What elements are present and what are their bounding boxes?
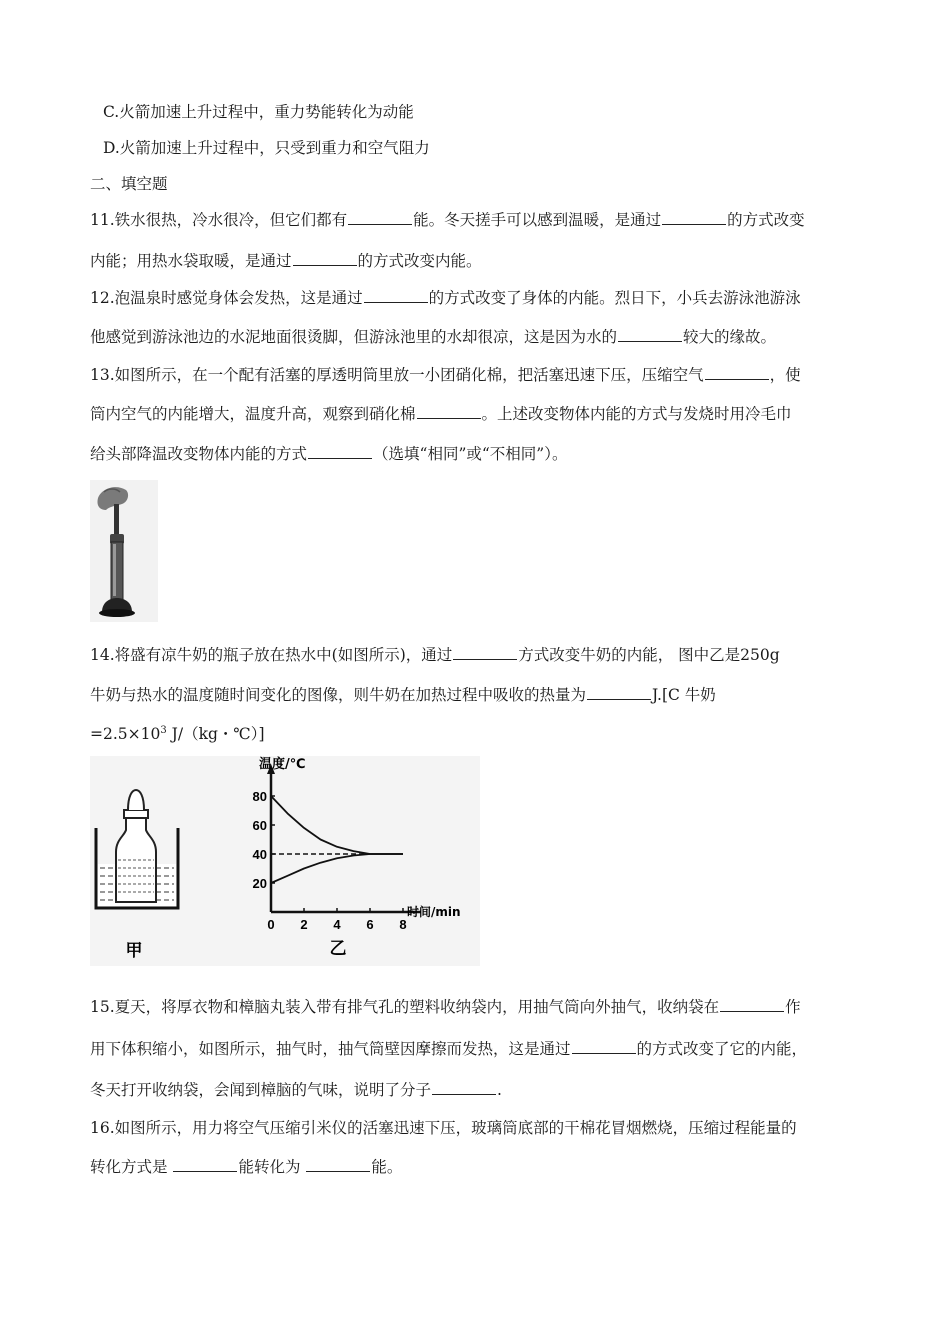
q13-text: ，使 (769, 366, 801, 384)
piston-cylinder-figure (90, 480, 158, 622)
answer-blank[interactable] (432, 1080, 496, 1095)
question-14-line-1 (90, 645, 780, 665)
q13-text: 13.如图所示，在一个配有活塞的厚透明筒里放一小团硝化棉，把活塞迅速下压，压缩空气 (90, 366, 704, 384)
q14-text: 牛奶与热水的温度随时间变化的图像，则牛奶在加热过程中吸收的热量为 (90, 686, 587, 704)
q15-text: 作 (785, 998, 801, 1016)
q11-text: 能。冬天搓手可以感到温暖，是通过 (413, 211, 662, 229)
answer-blank[interactable] (173, 1157, 237, 1172)
exponent: 3 (160, 724, 167, 736)
q11-text: 11.铁水很热，冷水很冷，但它们都有 (90, 211, 348, 229)
q12-text: 他感觉到游泳池边的水泥地面很烫脚，但游泳池里的水却很凉，这是因为水的 (90, 328, 618, 346)
q12-text: 较大的缘故。 (683, 328, 777, 346)
q13-text: 筒内空气的内能增大，温度升高，观察到硝化棉 (90, 405, 416, 423)
figure-label-jia: 甲 (125, 941, 143, 960)
option-c: C.火箭加速上升过程中，重力势能转化为动能 (103, 103, 414, 121)
q11-text: 的方式改变 (727, 211, 805, 229)
figure-label-yi: 乙 (329, 939, 347, 958)
q15-text: 冬天打开收纳袋，会闻到樟脑的气味，说明了分子 (90, 1081, 432, 1099)
answer-blank[interactable] (618, 327, 682, 342)
question-12-line-2 (90, 327, 776, 347)
x-tick-label: 6 (366, 917, 374, 932)
x-tick-label: 2 (300, 917, 308, 932)
q11-text: 的方式改变内能。 (357, 252, 482, 270)
q13-text: 给头部降温改变物体内能的方式 (90, 445, 308, 463)
q13-text: 。上述改变物体内能的方式与发烧时用冷毛巾 (481, 405, 792, 423)
q14-text: 方式改变牛奶的内能， 图中乙是250g (518, 646, 780, 664)
question-15-line-3 (90, 1080, 502, 1100)
question-11-line-1 (90, 210, 805, 230)
q12-text: 12.泡温泉时感觉身体会发热，这是通过 (90, 289, 363, 307)
q15-text: 15.夏天，将厚衣物和樟脑丸装入带有排气孔的塑料收纳袋内，用抽气筒向外抽气，收纳袋在 (90, 998, 720, 1016)
answer-blank[interactable] (705, 365, 769, 380)
question-16-line-2 (90, 1157, 402, 1177)
answer-blank[interactable] (308, 444, 372, 459)
q16-text: 能转化为 (238, 1158, 306, 1176)
q14-text: J.[C 牛奶 (652, 686, 716, 704)
y-tick-label: 20 (252, 876, 267, 891)
y-axis-label: 温度/℃ (259, 757, 306, 772)
x-tick-label: 4 (333, 917, 341, 932)
x-tick-label: 8 (399, 917, 407, 932)
q14-text: 14.将盛有凉牛奶的瓶子放在热水中(如图所示)，通过 (90, 646, 453, 664)
q14-text: =2.5×10 (90, 725, 161, 743)
question-14-line-3 (90, 724, 265, 744)
question-12-line-1 (90, 288, 801, 308)
question-15-line-2 (90, 1039, 807, 1059)
answer-blank[interactable] (364, 288, 428, 303)
y-tick-label: 40 (252, 847, 267, 862)
option-d: D.火箭加速上升过程中，只受到重力和空气阻力 (103, 139, 430, 157)
q11-text: 内能；用热水袋取暖，是通过 (90, 252, 292, 270)
answer-blank[interactable] (293, 251, 357, 266)
answer-blank[interactable] (348, 210, 412, 225)
question-14-line-2 (90, 685, 716, 705)
section-title: 二、填空题 (90, 175, 168, 193)
q12-text: 的方式改变了身体的内能。烈日下，小兵去游泳池游泳 (428, 289, 801, 307)
x-tick-label: 0 (267, 917, 275, 932)
q15-text: 的方式改变了它的内能， (636, 1040, 808, 1058)
q14-text: J/（kg・℃）] (166, 725, 265, 743)
answer-blank[interactable] (453, 645, 517, 660)
q13-text: （选填“相同”或“不相同”）。 (373, 445, 568, 463)
answer-blank[interactable] (587, 685, 651, 700)
answer-blank[interactable] (720, 997, 784, 1012)
question-13-line-3 (90, 444, 567, 464)
question-11-line-2 (90, 251, 482, 271)
milk-heating-figure (90, 756, 480, 966)
q16-text: 转化方式是 (90, 1158, 173, 1176)
question-16-line-1: 16.如图所示，用力将空气压缩引米仪的活塞迅速下压，玻璃筒底部的干棉花冒烟燃烧，压缩过程能量的 (90, 1119, 797, 1137)
y-tick-label: 60 (252, 818, 267, 833)
y-tick-label: 80 (252, 789, 267, 804)
q15-text: 用下体积缩小，如图所示，抽气时，抽气筒壁因摩擦而发热，这是通过 (90, 1040, 571, 1058)
answer-blank[interactable] (572, 1039, 636, 1054)
q16-text: 能。 (371, 1158, 403, 1176)
answer-blank[interactable] (662, 210, 726, 225)
question-15-line-1 (90, 997, 801, 1017)
question-13-line-1 (90, 365, 801, 385)
answer-blank[interactable] (306, 1157, 370, 1172)
answer-blank[interactable] (417, 404, 481, 419)
question-13-line-2 (90, 404, 792, 424)
q15-text: . (497, 1081, 502, 1099)
x-axis-label: 时间/min (407, 905, 461, 919)
